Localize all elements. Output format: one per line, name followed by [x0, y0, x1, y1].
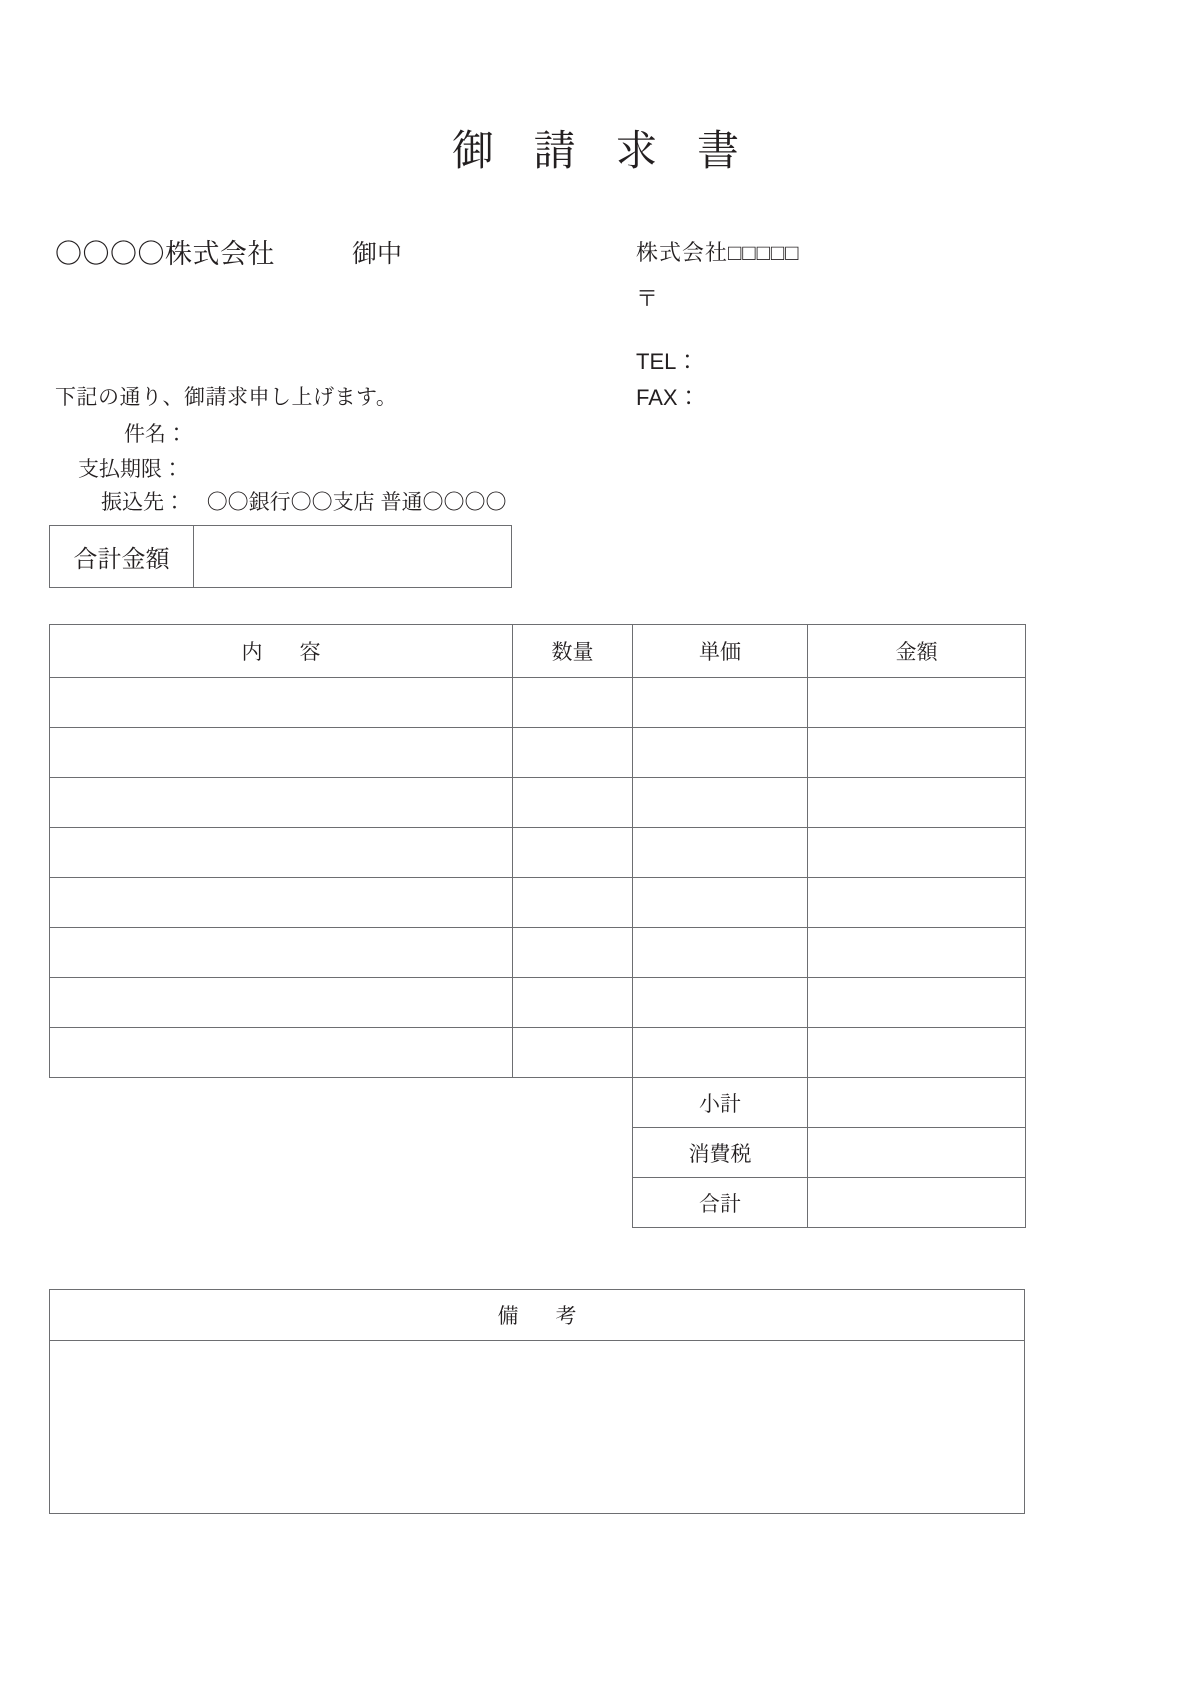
total-amount-label: 合計金額: [50, 526, 194, 587]
spacer-cell: [513, 1178, 633, 1228]
summary-value-tax[interactable]: [808, 1128, 1026, 1178]
table-row: [50, 728, 1026, 778]
cell-amount[interactable]: [808, 678, 1026, 728]
table-row: [50, 928, 1026, 978]
spacer-cell: [50, 1178, 513, 1228]
summary-row-subtotal: [50, 1078, 1026, 1128]
cell-description[interactable]: [50, 978, 513, 1028]
due-date-label: 支払期限：: [78, 458, 183, 481]
summary-row-tax: [50, 1128, 1026, 1178]
items-table: [49, 624, 1026, 1228]
cell-quantity[interactable]: [513, 678, 633, 728]
issuer-fax: FAX：: [636, 385, 700, 410]
cell-quantity[interactable]: [513, 778, 633, 828]
total-amount-value[interactable]: [194, 526, 511, 587]
cell-quantity[interactable]: [513, 878, 633, 928]
spacer-cell: [513, 1078, 633, 1128]
issuer-name: 株式会社□□□□□: [636, 240, 800, 265]
subject-label: 件名：: [124, 423, 187, 446]
remarks-header: 備 考: [50, 1290, 1025, 1341]
cell-amount[interactable]: [808, 728, 1026, 778]
remarks-body-row: [50, 1341, 1025, 1514]
cell-unit-price[interactable]: [633, 778, 808, 828]
cell-amount[interactable]: [808, 878, 1026, 928]
remarks-header-row: [50, 1290, 1025, 1341]
cell-unit-price[interactable]: [633, 828, 808, 878]
summary-value-total[interactable]: [808, 1178, 1026, 1228]
intro-text: 下記の通り、御請求申し上げます。: [55, 386, 398, 409]
items-table-header-row: [50, 625, 1026, 678]
spacer-cell: [50, 1128, 513, 1178]
cell-unit-price[interactable]: [633, 878, 808, 928]
remarks-value[interactable]: [50, 1341, 1025, 1514]
cell-quantity[interactable]: [513, 928, 633, 978]
table-row: [50, 678, 1026, 728]
cell-unit-price[interactable]: [633, 928, 808, 978]
cell-description[interactable]: [50, 678, 513, 728]
summary-label-tax: 消費税: [633, 1128, 808, 1178]
remarks-table: [49, 1289, 1025, 1514]
cell-amount[interactable]: [808, 1028, 1026, 1078]
customer-honorific: 御中: [352, 240, 403, 268]
cell-unit-price[interactable]: [633, 978, 808, 1028]
cell-unit-price[interactable]: [633, 1028, 808, 1078]
cell-amount[interactable]: [808, 928, 1026, 978]
page-title: 御 請 求 書: [451, 127, 753, 174]
column-header-quantity: 数量: [513, 625, 633, 678]
summary-label-subtotal: 小計: [633, 1078, 808, 1128]
table-row: [50, 1028, 1026, 1078]
cell-description[interactable]: [50, 828, 513, 878]
table-row: [50, 778, 1026, 828]
cell-unit-price[interactable]: [633, 728, 808, 778]
issuer-postal-code: 〒: [636, 286, 659, 311]
cell-quantity[interactable]: [513, 1028, 633, 1078]
total-amount-box: [49, 525, 512, 588]
cell-description[interactable]: [50, 928, 513, 978]
cell-amount[interactable]: [808, 978, 1026, 1028]
bank-value: 〇〇銀行〇〇支店 普通〇〇〇〇: [206, 491, 507, 514]
cell-quantity[interactable]: [513, 828, 633, 878]
table-row: [50, 878, 1026, 928]
issuer-tel: TEL：: [636, 349, 699, 374]
cell-description[interactable]: [50, 778, 513, 828]
column-header-amount: 金額: [808, 625, 1026, 678]
spacer-cell: [513, 1128, 633, 1178]
customer-name: 〇〇〇〇株式会社: [55, 239, 275, 269]
bank-label: 振込先：: [101, 491, 185, 514]
cell-unit-price[interactable]: [633, 678, 808, 728]
spacer-cell: [50, 1078, 513, 1128]
table-row: [50, 978, 1026, 1028]
column-header-unit-price: 単価: [633, 625, 808, 678]
cell-quantity[interactable]: [513, 978, 633, 1028]
cell-description[interactable]: [50, 1028, 513, 1078]
table-row: [50, 828, 1026, 878]
bank-account-line: [101, 486, 507, 516]
cell-amount[interactable]: [808, 828, 1026, 878]
cell-description[interactable]: [50, 878, 513, 928]
summary-label-total: 合計: [633, 1178, 808, 1228]
cell-description[interactable]: [50, 728, 513, 778]
cell-quantity[interactable]: [513, 728, 633, 778]
column-header-description: 内 容: [50, 625, 513, 678]
summary-value-subtotal[interactable]: [808, 1078, 1026, 1128]
cell-amount[interactable]: [808, 778, 1026, 828]
summary-row-total: [50, 1178, 1026, 1228]
